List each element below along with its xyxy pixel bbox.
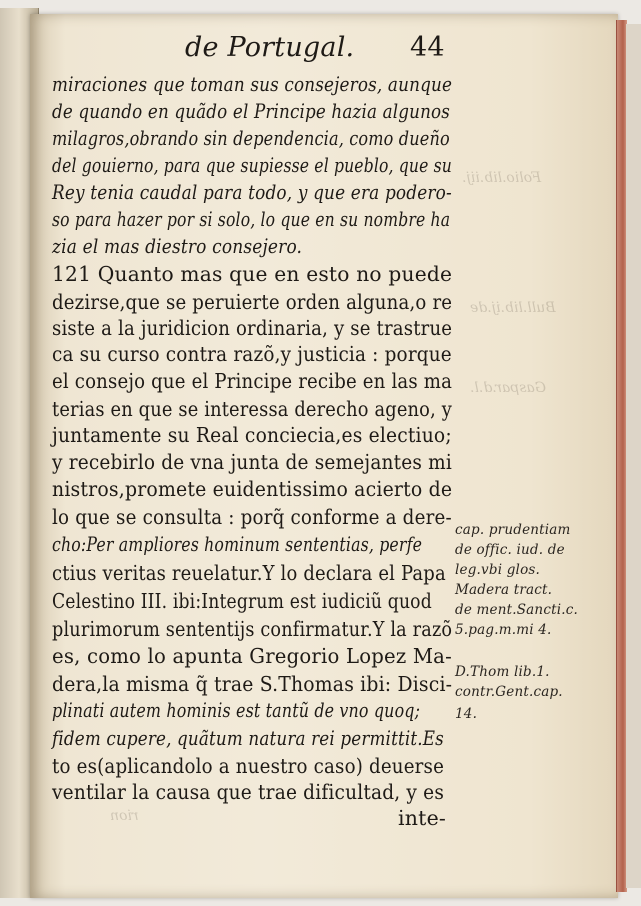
text-line: to es(aplicandolo a nuestro caso) deuerse [52, 754, 445, 778]
text-line: fidem cupere, quãtum natura rei permittit.Es [52, 726, 444, 750]
text-line: dezirse,que se peruierte orden alguna,o re [52, 290, 453, 314]
page-number: 44 [410, 32, 445, 63]
text-line: terias en que se interessa derecho ageno, y [52, 397, 452, 421]
text-line: es, como lo apunta Gregorio Lopez Ma- [52, 644, 452, 668]
text-line: cho:Per ampliores hominum sententias, perfe [52, 532, 423, 556]
margin-note-line: 5.pag.m.mi 4. [455, 622, 552, 638]
text-line: milagros,obrando sin dependencia, como dueño [52, 126, 450, 150]
show-through-text: Gaspar.d.l. [470, 380, 546, 396]
show-through-text: Bull.lib.ij.de [470, 300, 556, 316]
margin-note-line: de ment.Sancti.c. [455, 602, 578, 618]
text-line: zia el mas diestro consejero. [52, 234, 303, 258]
text-line: nistros,promete euidentissimo acierto de [52, 477, 453, 501]
text-line: juntamente su Real conciecia,es electiuo; [52, 423, 452, 447]
margin-note-line: contr.Gent.cap. [455, 684, 563, 700]
text-line: 121 Quanto mas que en esto no puede [52, 262, 453, 286]
text-line: Celestino III. ibi:Integrum est iudiciũ quod [52, 589, 432, 613]
text-line: ctius veritas reuelatur.Y lo declara el Papa [52, 561, 446, 585]
margin-note-line: de offic. iud. de [455, 542, 565, 558]
text-line: lo que se consulta : porq̃ conforme a dere- [52, 505, 452, 529]
text-line: el consejo que el Principe recibe en las ma [52, 369, 453, 393]
text-line: ca su curso contra razõ,y justicia : porque [52, 342, 452, 366]
running-title: de Portugal. [185, 32, 355, 63]
margin-note-line: 14. [455, 706, 478, 722]
text-line: del gouierno, para que supiesse el pueblo, que su [52, 153, 452, 177]
right-background [626, 24, 641, 888]
text-line: de quando en quãdo el Principe hazia algunos [52, 99, 450, 123]
show-through-text: Folio.lib.iij. [462, 170, 542, 186]
text-line: miraciones que toman sus consejeros, aunque [52, 72, 453, 96]
text-line: plurimorum sententijs confirmatur.Y la razõ [52, 617, 453, 641]
text-line: y recebirlo de vna junta de semejantes mi [52, 450, 452, 474]
text-line: Rey tenia caudal para todo, y que era podero- [52, 180, 452, 204]
text-line: ventilar la causa que trae dificultad, y es [52, 780, 445, 804]
margin-note-line: D.Thom lib.1. [455, 664, 550, 680]
margin-note-line: leg.vbi glos. [455, 562, 541, 578]
text-line: plinati autem hominis est tantũ de vno quoq; [52, 698, 421, 722]
catchword: inte- [398, 806, 447, 830]
text-line: dera,la misma q̃ trae S.Thomas ibi: Disci- [52, 672, 453, 696]
margin-note-line: Madera tract. [455, 582, 553, 598]
text-line: so para hazer por si solo, lo que en su nombre ha [52, 207, 451, 231]
margin-note-line: cap. prudentiam [455, 522, 571, 538]
show-through-text: rion [110, 808, 139, 824]
text-line: siste a la juridicion ordinaria, y se trastrue [52, 316, 453, 340]
